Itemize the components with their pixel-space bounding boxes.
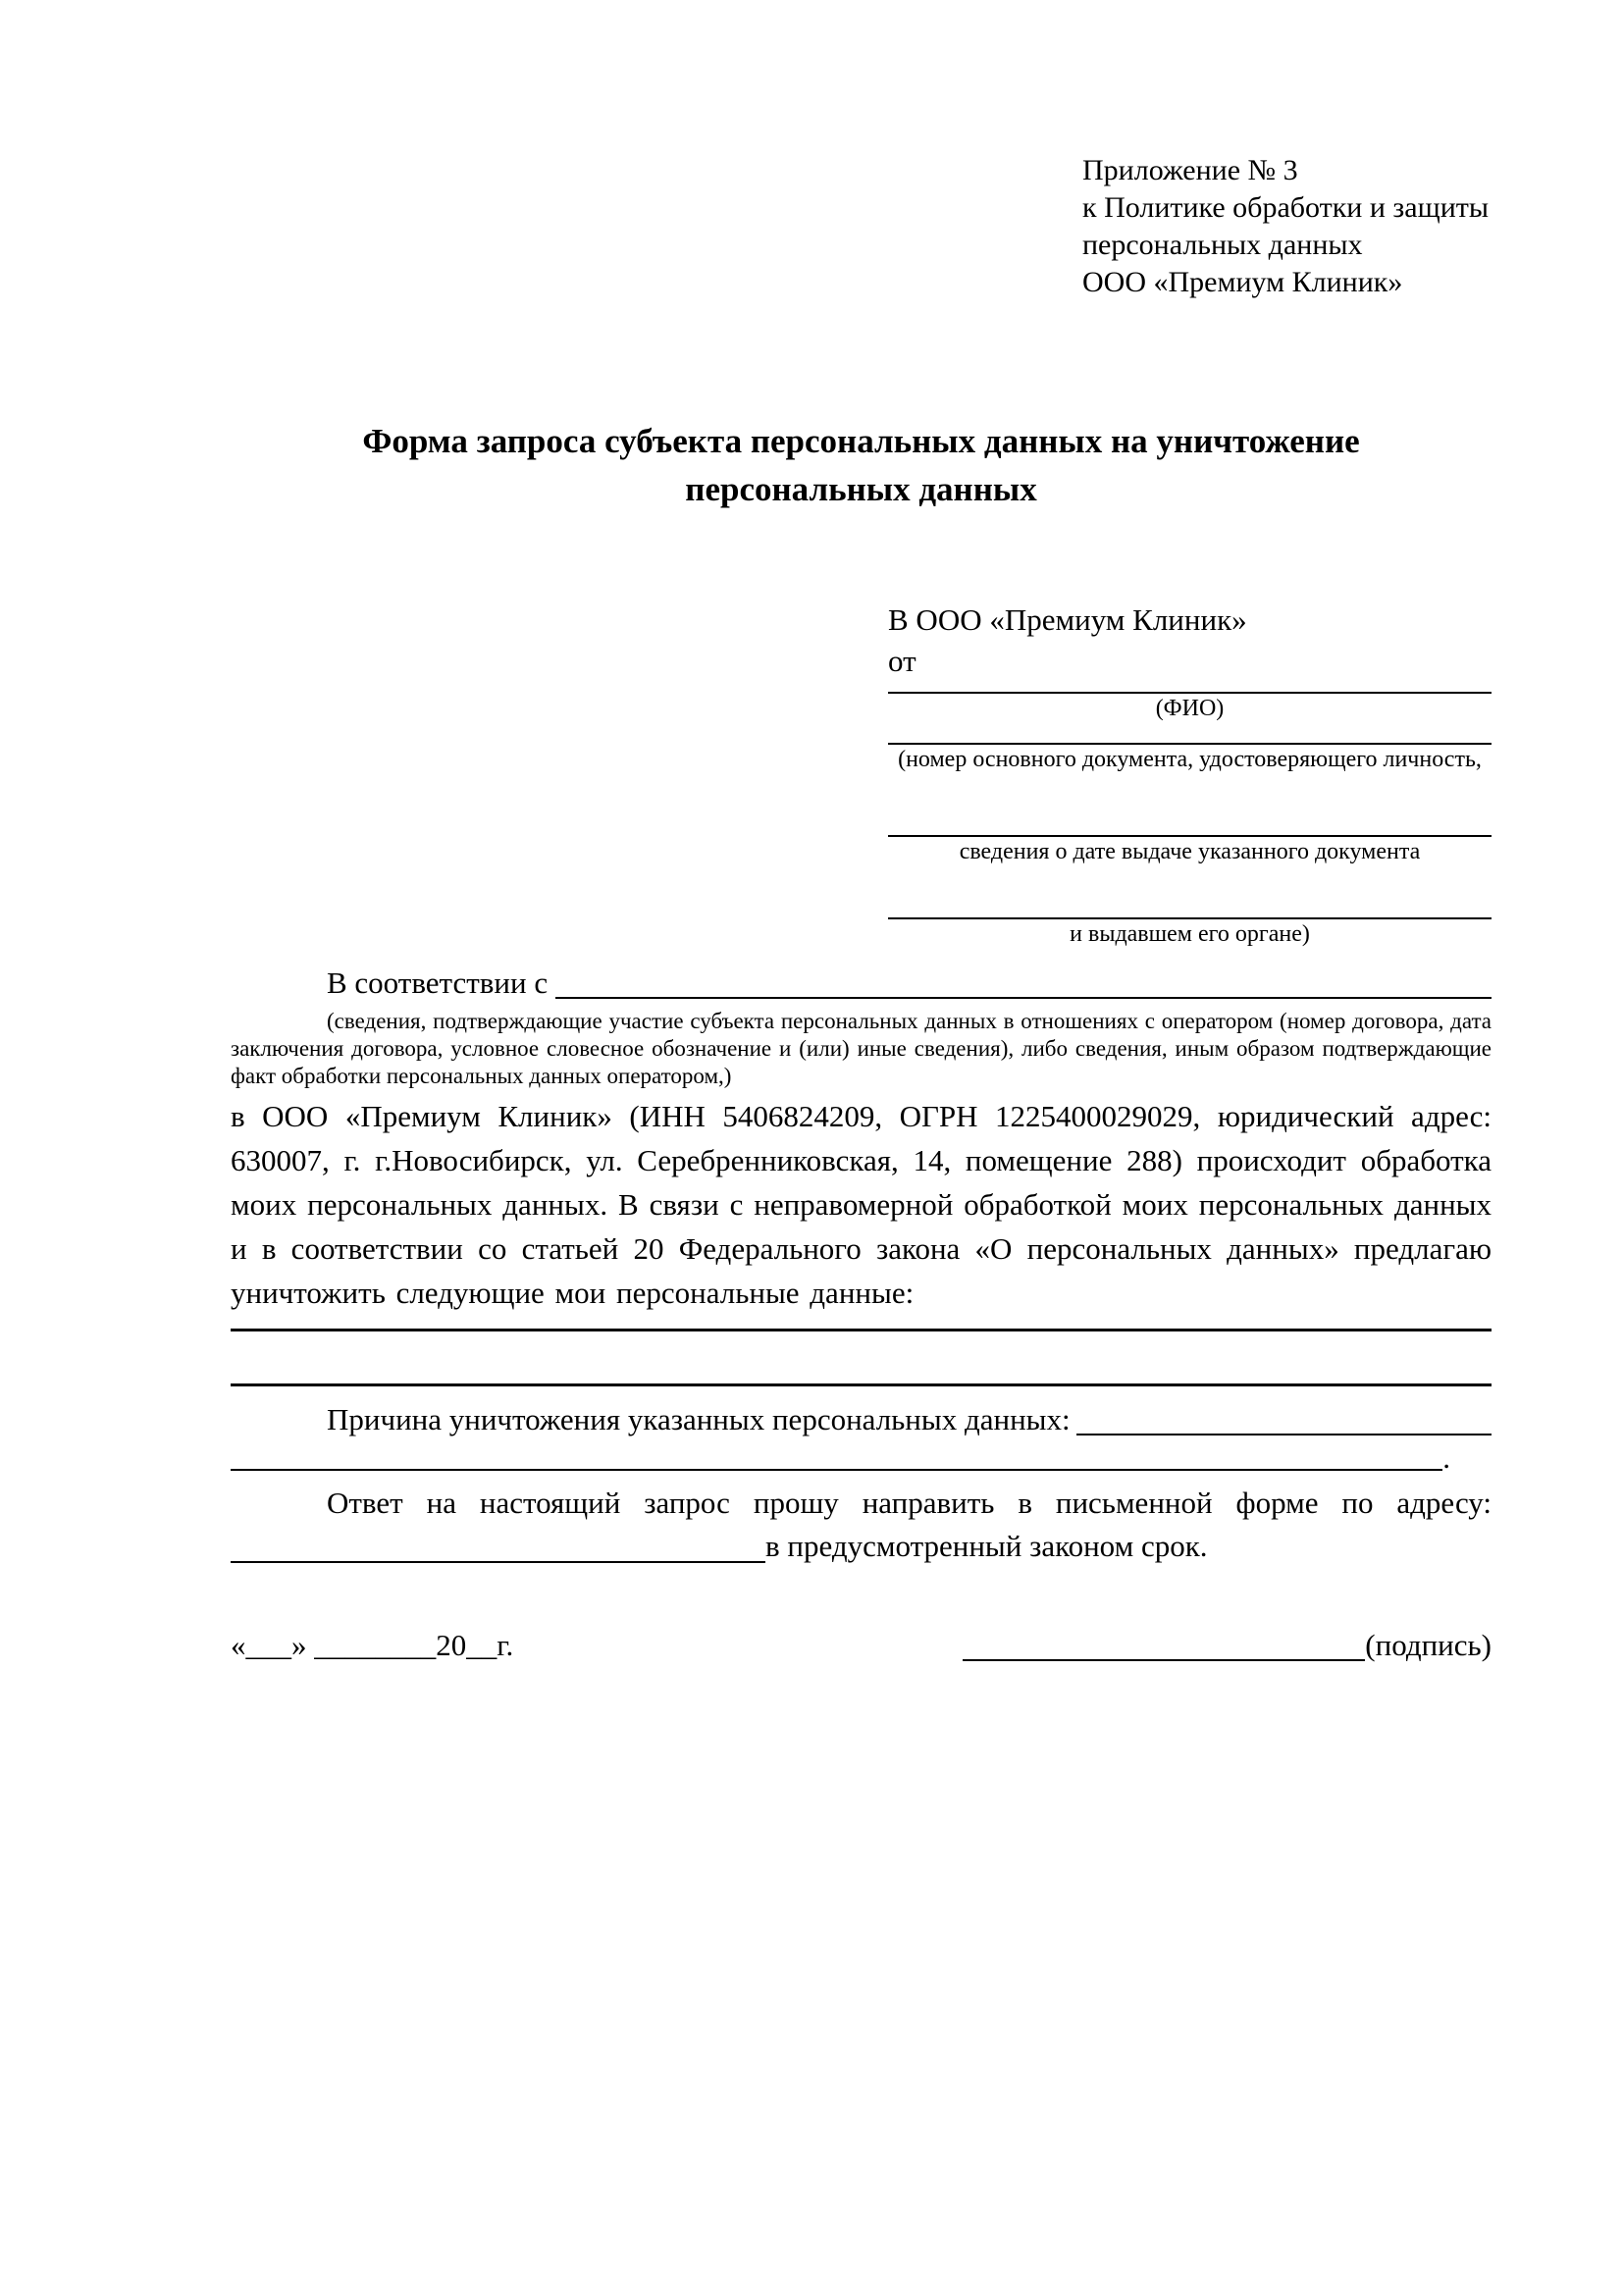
appendix-header-line-1: Приложение № 3: [1082, 154, 1298, 186]
main-paragraph: в ООО «Премиум Клиник» (ИНН 5406824209, ОГРН 1225400029029, юридический адрес: 630007, г. г.Новосибирск, ул. Серебренниковская, 14, помещение 288) происходит обработка моих персональных данных. В связи с неправомерной обработкой моих персональных данных и в соответствии со статьей 20 Федерального закона «О персональных данных» предлагаю уничтожить следующие мои персональные данные:: [231, 1099, 1492, 1310]
document-title-line-1: Форма запроса субъекта персональных данных на уничтожение: [362, 422, 1360, 460]
reason-continuation-row: [231, 1440, 1492, 1476]
appendix-header-line-3: персональных данных: [1082, 229, 1363, 261]
date-blank: «___» ________20__г.: [231, 1628, 514, 1662]
addressee-block: [888, 600, 1492, 949]
document-title: [231, 417, 1492, 513]
addressee-from: от: [888, 644, 916, 678]
fio-caption: (ФИО): [1155, 696, 1225, 721]
document-number-caption: (номер основного документа, удостоверяющего личность,: [898, 747, 1482, 772]
appendix-header-line-4: ООО «Премиум Клиник»: [1082, 266, 1403, 298]
data-to-destroy-line-2: [231, 1383, 1492, 1386]
accordance-input-line: [555, 963, 1492, 999]
address-row: [231, 1525, 1492, 1568]
sentence-period: .: [1442, 1440, 1450, 1475]
appendix-header-line-2: к Политике обработки и защиты: [1082, 191, 1490, 224]
document-title-line-2: персональных данных: [685, 470, 1037, 508]
reason-label: Причина уничтожения указанных персональных данных:: [327, 1402, 1071, 1436]
reason-continuation-line: [231, 1440, 1442, 1471]
fio-input-line: [888, 682, 1492, 694]
address-input-line: [231, 1525, 765, 1563]
accordance-row: [231, 963, 1492, 1004]
signature-row: [231, 1625, 1492, 1666]
signature-line: [963, 1625, 1365, 1661]
accordance-note: (сведения, подтверждающие участие субъекта персональных данных в отношениях с оператором (номер договора, дата заключения договора, условное словесное обозначение и (или) иные сведения), либо сведения, иным образом подтверждающие факт обработки персональных данных оператором,): [231, 1009, 1492, 1088]
issuing-authority-input-line: [888, 866, 1492, 919]
document-number-input-line: [888, 723, 1492, 745]
signature-caption: (подпись): [1365, 1628, 1492, 1662]
answer-tail: в предусмотренный законом срок.: [765, 1529, 1208, 1563]
accordance-label: В соответствии с: [327, 965, 549, 1000]
data-to-destroy-line-1: [231, 1329, 1492, 1331]
appendix-header: [1082, 152, 1492, 301]
answer-sentence: Ответ на настоящий запрос прошу направить в письменной форме по адресу:: [327, 1486, 1492, 1520]
addressee-to: В ООО «Премиум Клиник»: [888, 602, 1247, 637]
reason-input-line: [1076, 1399, 1492, 1435]
signature-group: [963, 1625, 1492, 1666]
issue-date-input-line: [888, 774, 1492, 837]
reason-row: [231, 1399, 1492, 1440]
issuing-authority-caption: и выдавшем его органе): [1070, 921, 1310, 947]
issue-date-caption: сведения о дате выдаче указанного документа: [959, 839, 1421, 864]
